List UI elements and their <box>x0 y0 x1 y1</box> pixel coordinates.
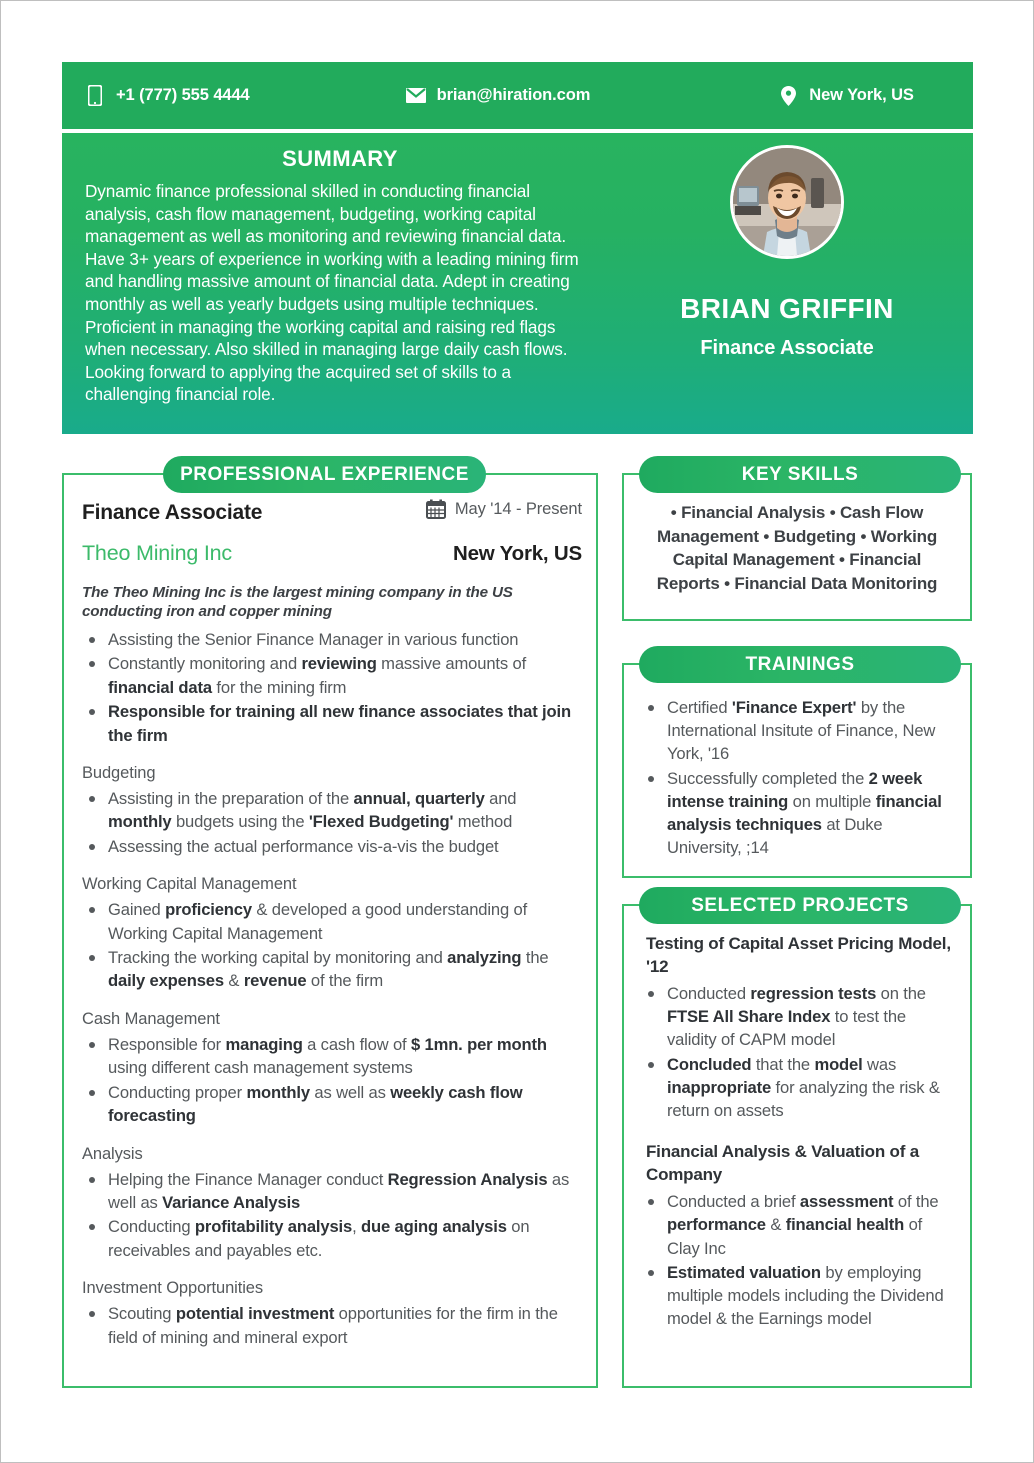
experience-subheading: Budgeting <box>82 764 156 783</box>
key-skills-section <box>622 463 972 621</box>
list-item: Conducted a brief assessment of the performance & financial health of Clay Inc <box>634 1190 956 1260</box>
location-text: New York, US <box>809 86 914 104</box>
list-item: Gained proficiency & developed a good understanding of Working Capital Management <box>82 898 582 945</box>
list-item: Conducted regression tests on the FTSE All Share Index to test the validity of CAPM model <box>634 982 956 1052</box>
contact-bar <box>62 62 973 129</box>
mobile-phone-icon <box>85 85 105 107</box>
envelope-icon <box>406 85 426 107</box>
contact-location[interactable] <box>778 85 914 107</box>
project-item <box>634 932 956 1122</box>
job-date-text: May '14 - Present <box>454 499 582 518</box>
experience-title-row <box>82 499 582 525</box>
calendar-icon <box>426 499 446 519</box>
list-item: Responsible for training all new finance associates that join the firm <box>82 700 582 747</box>
trainings-content <box>624 665 970 859</box>
trainings-section <box>622 653 972 878</box>
summary-heading: SUMMARY <box>282 146 398 171</box>
profile-column <box>622 145 952 360</box>
job-title: Finance Associate <box>82 501 263 524</box>
list-item: Conducting proper monthly as well as weekly cash flow forecasting <box>82 1081 582 1128</box>
list-item: Tracking the working capital by monitoring and analyzing the daily expenses & revenue of the firm <box>82 946 582 993</box>
contact-phone[interactable] <box>85 85 250 107</box>
experience-content <box>64 475 596 1349</box>
key-skills-heading: KEY SKILLS <box>639 456 961 493</box>
avatar-photo <box>733 148 841 256</box>
person-name: BRIAN GRIFFIN <box>680 293 894 324</box>
list-item: Helping the Finance Manager conduct Regression Analysis as well as Variance Analysis <box>82 1168 582 1215</box>
experience-bullet-list <box>82 1033 582 1128</box>
list-item: Assisting in the preparation of the annual, quarterly and monthly budgets using the 'Flexed Budgeting' method <box>82 787 582 834</box>
person-role: Finance Associate <box>700 337 874 359</box>
job-dates <box>426 499 582 519</box>
contact-email[interactable] <box>406 85 591 107</box>
list-item: Scouting potential investment opportunities for the firm in the field of mining and mineral export <box>82 1302 582 1349</box>
project-bullet-list <box>634 1190 956 1330</box>
project-title: Testing of Capital Asset Pricing Model, '12 <box>646 934 951 976</box>
trainings-heading: TRAININGS <box>639 646 961 683</box>
experience-bullet-list <box>82 898 582 993</box>
selected-projects-content <box>624 906 970 1330</box>
professional-experience-section <box>62 463 598 1388</box>
project-title: Financial Analysis & Valuation of a Company <box>646 1142 919 1185</box>
list-item: Conducting profitability analysis, due aging analysis on receivables and payables etc. <box>82 1215 582 1262</box>
email-address: brian@hiration.com <box>436 86 591 104</box>
list-item: Assisting the Senior Finance Manager in various function <box>82 628 582 651</box>
list-item: Certified 'Finance Expert' by the International Insitute of Finance, New York, '16 <box>634 696 956 766</box>
experience-bullet-groups <box>82 628 582 1349</box>
experience-subheading: Analysis <box>82 1144 143 1163</box>
map-pin-icon <box>778 85 798 107</box>
experience-subheading: Investment Opportunities <box>82 1279 264 1298</box>
list-item: Constantly monitoring and reviewing massive amounts of financial data for the mining firm <box>82 652 582 699</box>
phone-number: +1 (777) 555 4444 <box>116 86 250 104</box>
key-skills-text: • Financial Analysis • Cash Flow Management • Budgeting • Working Capital Management • Financial Reports • Financial Data Monitoring <box>656 503 938 593</box>
summary-text: Dynamic finance professional skilled in conducting financial analysis, cash flow management, budgeting, working capital management as well as monitoring and reviewing financial data. Have 3+ years of experience in working with a leading mining firm and handling massive amount of financial data. Adept in creating monthly as well as yearly budgets using multiple techniques. Proficient in managing the working capital and raising red flags when necessary. Also skilled in managing large daily cash flows. Looking forward to applying the acquired set of skills to a challenging financial role. <box>85 181 579 405</box>
experience-bullet-list <box>82 787 582 858</box>
summary-block <box>62 133 973 434</box>
list-item: Responsible for managing a cash flow of $ 1mn. per month using different cash management systems <box>82 1033 582 1080</box>
summary-column <box>85 146 595 406</box>
selected-projects-heading: SELECTED PROJECTS <box>639 887 961 924</box>
project-item <box>634 1140 956 1330</box>
experience-subheading: Cash Management <box>82 1009 220 1028</box>
experience-bullet-list <box>82 628 582 747</box>
list-item: Concluded that the model was inappropriate for analyzing the risk & return on assets <box>634 1053 956 1123</box>
experience-company-row <box>82 541 582 566</box>
selected-projects-section <box>622 894 972 1388</box>
professional-experience-heading: PROFESSIONAL EXPERIENCE <box>163 456 486 493</box>
project-bullet-list <box>634 982 956 1122</box>
list-item: Estimated valuation by employing multiple models including the Dividend model & the Earnings model <box>634 1261 956 1331</box>
experience-subheading: Working Capital Management <box>82 875 297 894</box>
list-item: Assessing the actual performance vis-a-vis the budget <box>82 835 582 858</box>
list-item: Successfully completed the 2 week intense training on multiple financial analysis techniques at Duke University, ;14 <box>634 767 956 860</box>
experience-bullet-list <box>82 1168 582 1263</box>
experience-bullet-list <box>82 1302 582 1349</box>
company-description: The Theo Mining Inc is the largest mining company in the US conducting iron and copper mining <box>82 584 513 620</box>
job-location: New York, US <box>453 542 582 565</box>
trainings-list <box>634 696 956 859</box>
company-name: Theo Mining Inc <box>82 541 232 565</box>
avatar <box>730 145 844 259</box>
